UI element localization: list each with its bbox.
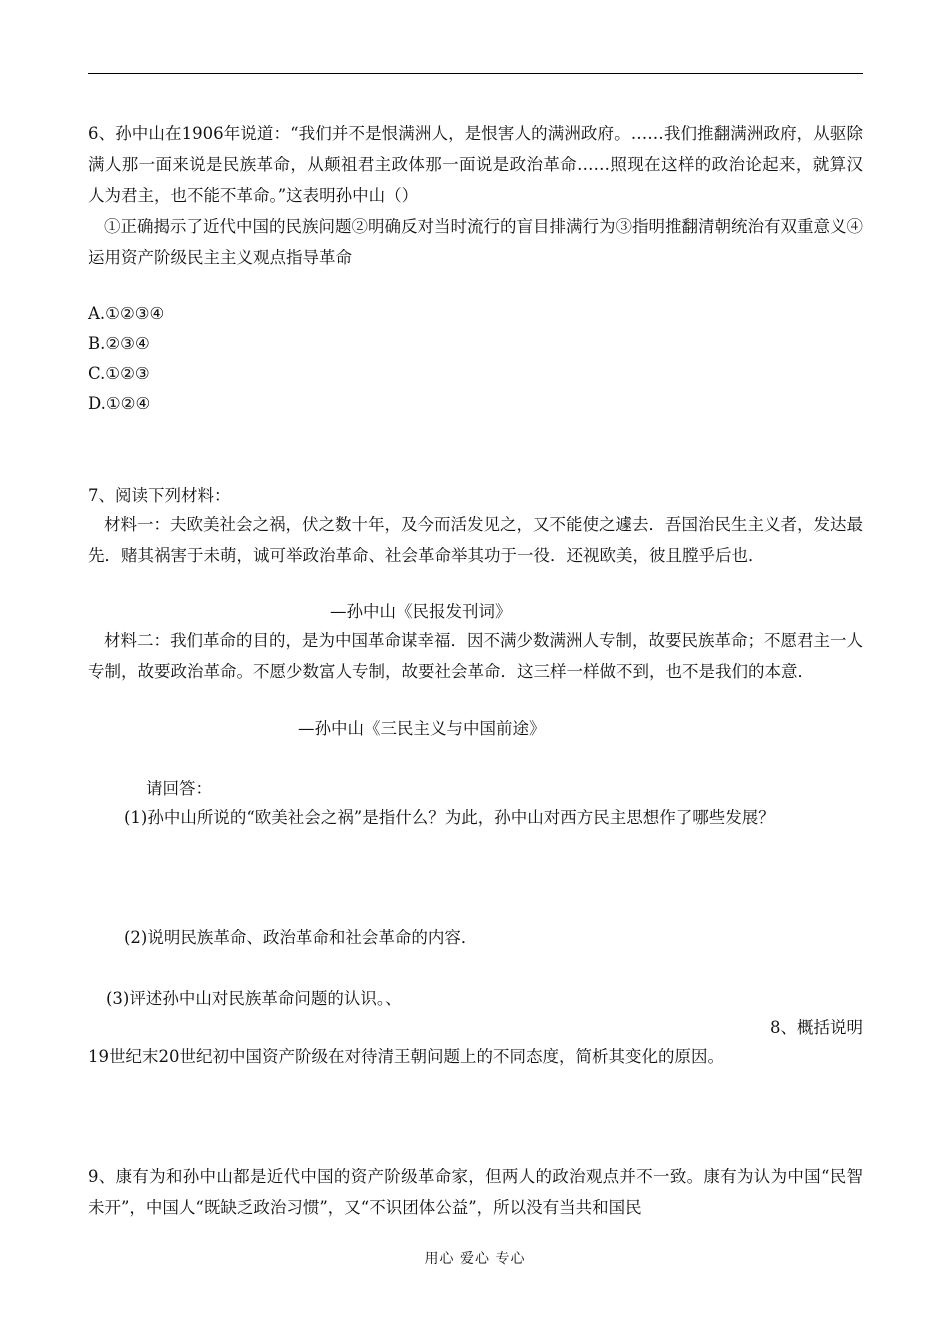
question-7-material-1: 材料一：夫欧美社会之祸，伏之数十年，及今而活发见之，又不能使之遽去．吾国治民生主义者，发达最先．赌其祸害于未萌，诚可举政治革命、社会革命举其功于一役．还视欧美，彼且膛乎后也． [88,515,863,565]
option-d: D.①②④ [88,394,151,413]
question-7-material-2: 材料二：我们革命的目的，是为中国革命谋幸福．因不满少数满洲人专制，故要民族革命；不愿君主一人专制，故要政治革命。不愿少数富人专制，故要社会革命．这三样一样做不到，也不是我们的本意． [88,631,863,681]
question-8-text: 19世纪末20世纪初中国资产阶级在对待清王朝问题上的不同态度，简析其变化的原因。 [88,1047,724,1066]
question-8-label: 8、概括说明 [770,1018,863,1037]
question-6-options [88,299,863,419]
question-6-stem: 6、孙中山在1906年说道：“我们并不是恨满洲人，是恨害人的满洲政府。……我们推翻满洲政府，从驱除满人那一面来说是民族革命，从颠祖君主政体那一面说是政治革命……照现在这样的政治论起来，就算汉人为君主，也不能不革命。”这表明孙中山（） [88,124,863,205]
question-7-prompt: 请回答： [146,779,212,798]
option-c: C.①②③ [88,364,150,383]
question-7-intro: 7、阅读下列材料： [88,486,231,505]
option-a: A.①②③④ [88,304,165,323]
question-9-text: 9、康有为和孙中山都是近代中国的资产阶级革命家，但两人的政治观点并不一致。康有为认为中国“民智未开”，中国人“既缺乏政治习惯”，又“不识团体公益”，所以没有当共和国民 [88,1167,863,1217]
question-7-source-1: —孙中山《民报发刊词》 [330,602,512,621]
question-6-statements: ①正确揭示了近代中国的民族问题②明确反对当时流行的盲目排满行为③指明推翻清朝统治有双重意义④运用资产阶级民主主义观点指导革命 [88,217,863,267]
question-7-source-2: —孙中山《三民主义与中国前途》 [298,719,546,738]
question-7-sub-2: (2)说明民族革命、政治革命和社会革命的内容． [124,928,478,947]
page-footer: 用心 爱心 专心 [424,1251,526,1267]
question-7-sub-1: (1)孙中山所说的“欧美社会之祸”是指什么？为此，孙中山对西方民主思想作了哪些发展？ [124,808,775,827]
option-b: B.②③④ [88,334,150,353]
header-rule [88,73,863,74]
question-7-sub-3: (3)评述孙中山对民族革命问题的认识。、 [106,989,402,1008]
